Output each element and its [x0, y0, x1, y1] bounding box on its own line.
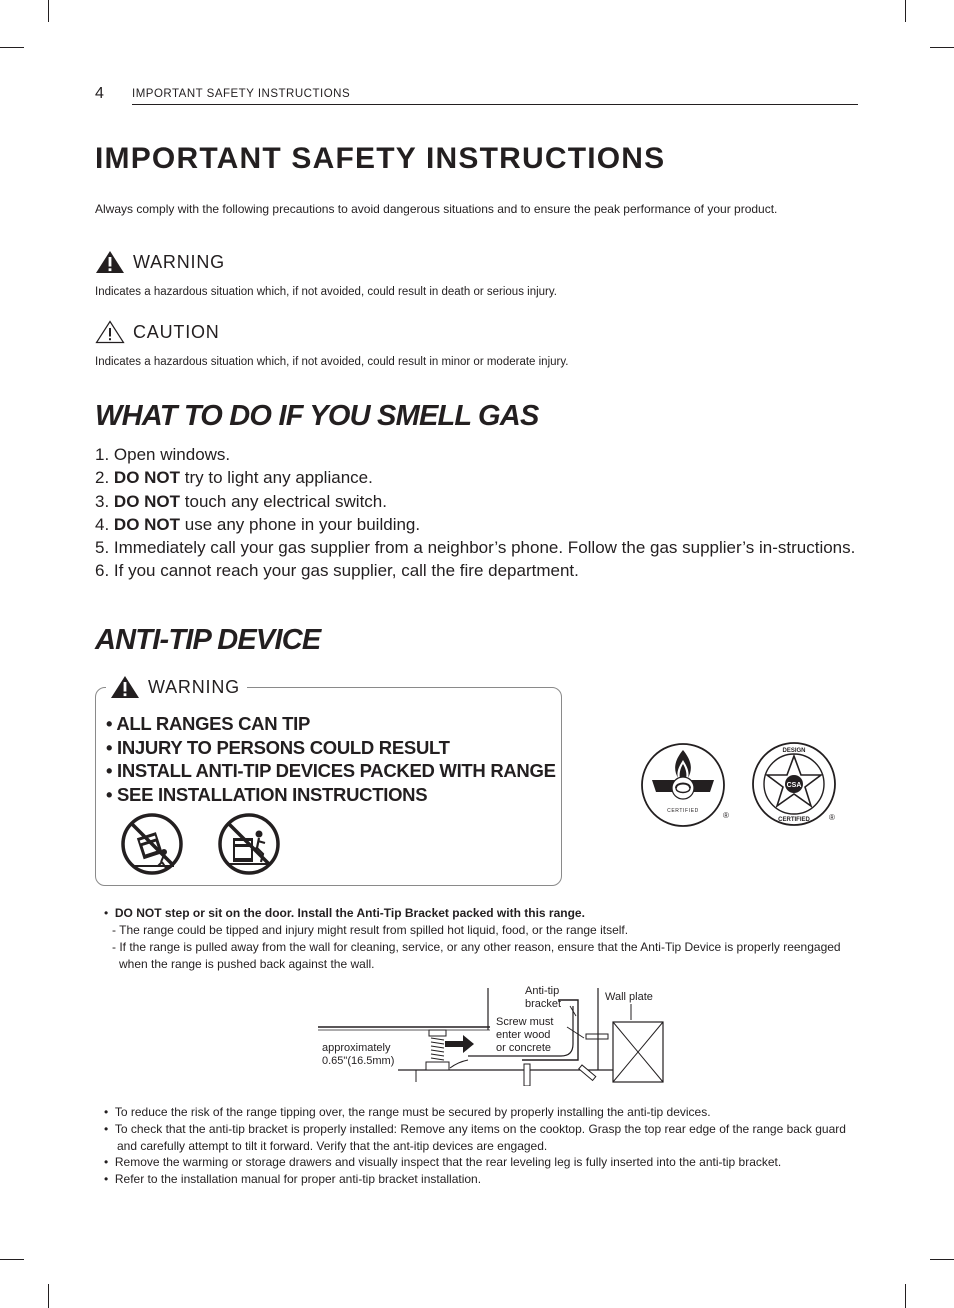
diagram-label: or concrete — [496, 1042, 552, 1054]
gas-steps — [95, 443, 855, 583]
anti-tip-installation-diagram — [318, 982, 668, 1086]
cert-bottom-text: CERTIFIED — [778, 817, 810, 823]
warning-triangle-icon — [110, 675, 140, 699]
page-title: IMPORTANT SAFETY INSTRUCTIONS — [95, 142, 666, 175]
diagram-label: Anti-tip — [525, 985, 560, 997]
caution-signal — [95, 320, 220, 344]
step-text: touch any electrical switch. — [184, 491, 387, 511]
step-number: 6. — [95, 561, 110, 581]
diagram-label: approximately — [322, 1042, 391, 1054]
warning-label: WARNING — [133, 251, 225, 272]
sub-item: - The range could be tipped and injury might result from spilled hot liquid, food, or the range itself. — [112, 923, 629, 937]
caution-description: Indicates a hazardous situation which, if not avoided, could result in minor or moderate injury. — [95, 356, 569, 368]
diagram-label: Screw must — [496, 1016, 554, 1028]
crop-mark — [0, 1259, 24, 1260]
bottom-bullet-text: To check that the anti-tip bracket is properly installed: Remove any items on the cooktop. Grasp the top rear edge of the range back guard and carefully attempt to tilt it forward. Verify that the ant-itip devices are engaged. — [114, 1121, 846, 1153]
certified-flame-logo — [640, 740, 736, 832]
design-certified-star-logo — [752, 740, 848, 832]
step-text: try to light any appliance. — [184, 468, 373, 488]
cert-top-text: DESIGN — [782, 748, 806, 754]
crop-mark — [48, 0, 49, 22]
step-number: 3. — [95, 491, 110, 511]
bottom-bullet-text: To reduce the risk of the range tipping over, the range must be secured by properly installing the anti-tip devices. — [114, 1105, 711, 1119]
page-number: 4 — [95, 85, 104, 102]
warning-item: • INJURY TO PERSONS COULD RESULT — [106, 736, 450, 758]
diagram-label: 0.65"(16.5mm) — [322, 1055, 395, 1067]
crop-mark — [48, 1284, 49, 1308]
warning-description: Indicates a hazardous situation which, if not avoided, could result in death or serious injury. — [95, 286, 557, 298]
sub-item: - If the range is pulled away from the wall for cleaning, service, or any other reason, ensure that the Anti-Tip Device is properly reengaged when the range is pushed back against the wall. — [112, 939, 841, 971]
step-text: Open windows. — [113, 445, 231, 464]
bottom-bullet: • To check that the anti-tip bracket is properly installed: Remove any items on the cooktop. Grasp the top rear edge of the range back guard and carefully attempt to tilt it forward. Verify that the ant-itip devices are engaged. — [104, 1121, 846, 1153]
header-rule — [132, 104, 858, 105]
no-tipping-range-icon — [120, 812, 184, 876]
crop-mark — [905, 0, 906, 22]
step-text: If you cannot reach your gas supplier, call the fire department. — [113, 561, 579, 581]
diagram-label: bracket — [525, 998, 562, 1010]
diagram-label: Wall plate — [605, 991, 653, 1003]
anti-tip-warning-list — [106, 712, 556, 806]
warning-label: WARNING — [148, 676, 240, 697]
gas-step — [95, 513, 855, 536]
caution-triangle-icon — [95, 320, 125, 344]
warning-item: • INSTALL ANTI-TIP DEVICES PACKED WITH RANGE — [106, 760, 556, 781]
step-bullet: • DO NOT step or sit on the door. Install the Anti-Tip Bracket packed with this range. — [104, 906, 585, 920]
step-text: use any phone in your building. — [184, 514, 421, 534]
gas-step — [95, 443, 855, 466]
step-number: 5. — [95, 538, 110, 558]
bottom-bullet-text: Remove the warming or storage drawers and visually inspect that the rear leveling leg is fully inserted into the anti-tip bracket. — [114, 1155, 782, 1170]
anti-tip-step-bullet — [104, 905, 856, 922]
bottom-bullet: • Refer to the installation manual for proper anti-tip bracket installation. — [104, 1172, 482, 1187]
step-text: Immediately call your gas supplier from a neighbor’s phone. Follow the gas supplier’s in-structions. — [113, 538, 856, 558]
bottom-bullet: • Remove the warming or storage drawers and visually inspect that the rear leveling leg is fully inserted into the anti-tip bracket. — [104, 1155, 782, 1170]
gas-step — [95, 466, 855, 489]
intro-text: Always comply with the following precautions to avoid dangerous situations and to ensure the peak performance of your product. — [95, 202, 778, 216]
gas-heading: WHAT TO DO IF YOU SMELL GAS — [95, 400, 539, 432]
crop-mark — [0, 47, 24, 48]
step-sub-items — [112, 922, 860, 972]
gas-step — [95, 490, 855, 513]
crop-mark — [905, 1284, 906, 1308]
step-number: 4. — [95, 514, 110, 534]
warning-signal — [95, 250, 225, 274]
no-standing-on-door-icon — [217, 812, 281, 876]
anti-tip-warning-label — [106, 675, 247, 699]
bottom-bullet-text: Refer to the installation manual for proper anti-tip bracket installation. — [114, 1172, 482, 1187]
gas-step — [95, 559, 855, 582]
caution-label: CAUTION — [133, 321, 220, 342]
warning-triangle-icon — [95, 250, 125, 274]
do-not-emphasis: DO NOT — [113, 468, 181, 488]
anti-tip-bottom-bullets — [104, 1104, 856, 1188]
step-number: 2. — [95, 468, 110, 488]
cert-center-text: CSA — [786, 782, 802, 789]
crop-mark — [930, 1259, 954, 1260]
step-number: 1. — [95, 445, 110, 464]
warning-item: • SEE INSTALLATION INSTRUCTIONS — [106, 783, 428, 805]
warning-item: • ALL RANGES CAN TIP — [106, 713, 310, 734]
do-not-emphasis: DO NOT — [113, 514, 181, 534]
diagram-label: enter wood — [496, 1029, 551, 1041]
do-not-emphasis: DO NOT — [113, 491, 181, 511]
gas-step — [95, 536, 861, 559]
step-bullet-text: DO NOT step or sit on the door. Install the Anti-Tip Bracket packed with this range. — [114, 906, 585, 920]
bottom-bullet: • To reduce the risk of the range tipping over, the range must be secured by properly installing the anti-tip devices. — [104, 1105, 711, 1119]
registered-mark: ® — [829, 813, 835, 822]
crop-mark — [930, 47, 954, 48]
running-title: IMPORTANT SAFETY INSTRUCTIONS — [132, 88, 351, 100]
anti-tip-heading: ANTI-TIP DEVICE — [95, 624, 321, 656]
registered-mark: ® — [723, 811, 729, 820]
cert-left-text: CERTIFIED — [667, 808, 699, 814]
